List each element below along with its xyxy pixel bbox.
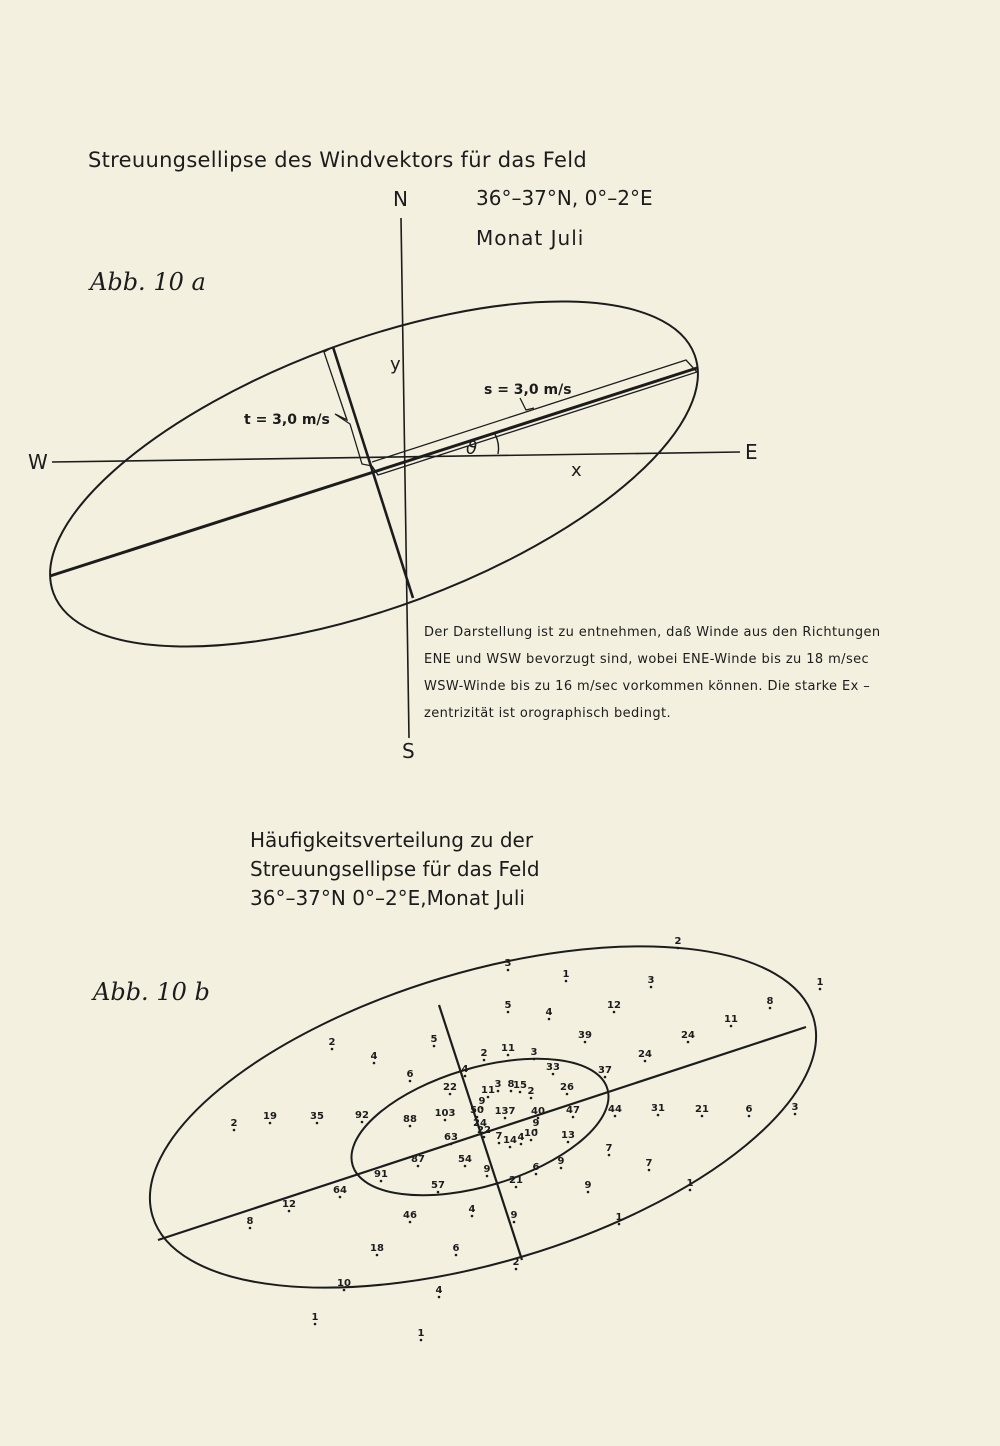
count-dot: [444, 1119, 447, 1122]
caption-line: Der Darstellung ist zu entnehmen, daß Winde aus den Richtungen: [424, 625, 881, 640]
count-dot: [701, 1115, 704, 1118]
count-dot: [339, 1196, 342, 1199]
count-dot: [373, 1062, 376, 1065]
frequency-count: 26: [560, 1082, 574, 1093]
frequency-count: 2: [527, 1086, 535, 1097]
y-axis-label: y: [390, 354, 401, 375]
frequency-count: 11: [481, 1085, 495, 1096]
count-dot: [677, 947, 680, 950]
frequency-count: 2: [480, 1048, 488, 1059]
count-dot: [769, 1007, 772, 1010]
frequency-count: 18: [370, 1243, 384, 1254]
frequency-count: 5: [430, 1034, 438, 1045]
frequency-count: 5: [504, 1000, 512, 1011]
count-dot: [487, 1096, 490, 1099]
frequency-count: 9: [478, 1096, 486, 1107]
count-dot: [507, 969, 510, 972]
frequency-count: 19: [263, 1111, 277, 1122]
frequency-count: 91: [374, 1169, 388, 1180]
count-dot: [618, 1223, 621, 1226]
count-dot: [417, 1165, 420, 1168]
count-dot: [450, 1143, 453, 1146]
count-dot: [657, 1114, 660, 1117]
count-dot: [650, 986, 653, 989]
frequency-count: 7: [495, 1131, 503, 1142]
figure-b-title-line: Häufigkeitsverteilung zu der: [250, 828, 534, 852]
theta-label: ϑ: [466, 438, 478, 459]
frequency-count: 37: [598, 1065, 612, 1076]
caption-line: zentrizität ist orographisch bedingt.: [424, 706, 672, 721]
frequency-count: 88: [403, 1114, 417, 1125]
south-label: S: [402, 739, 415, 763]
frequency-count: 44: [608, 1104, 622, 1115]
count-dot: [507, 1011, 510, 1014]
frequency-count: 1: [562, 969, 570, 980]
frequency-count: 9: [584, 1180, 592, 1191]
count-dot: [644, 1060, 647, 1063]
count-dot: [513, 1221, 516, 1224]
count-dot: [269, 1122, 272, 1125]
frequency-count: 54: [458, 1154, 472, 1165]
frequency-count: 9: [557, 1156, 565, 1167]
frequency-count: 8: [507, 1079, 515, 1090]
frequency-counts: [231, 936, 824, 1341]
count-dot: [409, 1125, 412, 1128]
frequency-count: 1: [417, 1328, 425, 1339]
frequency-count: 15: [513, 1080, 527, 1091]
count-dot: [497, 1090, 500, 1093]
count-dot: [316, 1122, 319, 1125]
count-dot: [288, 1210, 291, 1213]
t-label: t = 3,0 m/s: [244, 412, 330, 428]
frequency-count: 12: [282, 1199, 296, 1210]
count-dot: [520, 1143, 523, 1146]
count-dot: [565, 980, 568, 983]
frequency-count: 57: [431, 1180, 445, 1191]
count-dot: [376, 1254, 379, 1257]
frequency-count: 4: [517, 1132, 525, 1143]
frequency-count: 103: [434, 1108, 456, 1119]
frequency-count: 47: [566, 1105, 580, 1116]
count-dot: [748, 1115, 751, 1118]
count-dot: [361, 1121, 364, 1124]
count-dot: [530, 1139, 533, 1142]
east-label: E: [745, 440, 758, 464]
frequency-count: 4: [435, 1285, 443, 1296]
frequency-count: 22: [443, 1082, 457, 1093]
frequency-count: 14: [503, 1135, 517, 1146]
count-dot: [515, 1186, 518, 1189]
count-dot: [689, 1189, 692, 1192]
count-dot: [449, 1093, 452, 1096]
frequency-count: 9: [510, 1210, 518, 1221]
count-dot: [486, 1175, 489, 1178]
frequency-count: 64: [333, 1185, 347, 1196]
frequency-count: 40: [531, 1106, 545, 1117]
frequency-count: 1: [311, 1312, 319, 1323]
frequency-count: 2: [230, 1118, 238, 1129]
count-dot: [471, 1215, 474, 1218]
frequency-count: 33: [546, 1062, 560, 1073]
frequency-count: 10: [524, 1128, 538, 1139]
frequency-count: 50: [470, 1105, 484, 1116]
frequency-count: 4: [461, 1064, 469, 1075]
count-dot: [343, 1289, 346, 1292]
count-dot: [464, 1165, 467, 1168]
outer-ellipse: [111, 879, 855, 1355]
count-dot: [730, 1025, 733, 1028]
count-dot: [519, 1091, 522, 1094]
frequency-count: 3: [647, 975, 655, 986]
frequency-count: 11: [501, 1043, 515, 1054]
frequency-count: 21: [509, 1175, 523, 1186]
count-dot: [438, 1296, 441, 1299]
frequency-count: 3: [494, 1079, 502, 1090]
count-dot: [515, 1268, 518, 1271]
frequency-count: 3: [791, 1102, 799, 1113]
count-dot: [687, 1041, 690, 1044]
west-label: W: [28, 450, 48, 474]
count-dot: [535, 1173, 538, 1176]
x-axis-label: x: [571, 460, 582, 481]
count-dot: [433, 1045, 436, 1048]
count-dot: [548, 1018, 551, 1021]
frequency-count: 39: [578, 1030, 592, 1041]
count-dot: [437, 1191, 440, 1194]
count-dot: [572, 1116, 575, 1119]
count-dot: [530, 1097, 533, 1100]
frequency-count: 2: [674, 936, 682, 947]
count-dot: [233, 1129, 236, 1132]
count-dot: [483, 1136, 486, 1139]
figure-a-coordinates: 36°–37°N, 0°–2°E: [476, 186, 653, 210]
frequency-count: 3: [504, 958, 512, 969]
frequency-count: 6: [406, 1069, 414, 1080]
frequency-count: 22: [477, 1125, 491, 1136]
count-dot: [552, 1073, 555, 1076]
frequency-count: 31: [651, 1103, 665, 1114]
frequency-count: 11: [724, 1014, 738, 1025]
frequency-count: 2: [512, 1257, 520, 1268]
count-dot: [380, 1180, 383, 1183]
count-dot: [510, 1090, 513, 1093]
frequency-count: 3: [530, 1047, 538, 1058]
count-dot: [409, 1080, 412, 1083]
frequency-count: 13: [561, 1130, 575, 1141]
frequency-count: 4: [468, 1204, 476, 1215]
count-dot: [566, 1093, 569, 1096]
count-dot: [608, 1154, 611, 1157]
frequency-count: 24: [681, 1030, 695, 1041]
figure-b-title-line: 36°–37°N 0°–2°E,Monat Juli: [250, 886, 525, 910]
count-dot: [409, 1221, 412, 1224]
frequency-count: 9: [483, 1164, 491, 1175]
count-dot: [587, 1191, 590, 1194]
count-dot: [819, 988, 822, 991]
count-dot: [648, 1169, 651, 1172]
frequency-count: 9: [532, 1118, 540, 1129]
frequency-count: 46: [403, 1210, 417, 1221]
count-dot: [509, 1146, 512, 1149]
frequency-count: 63: [444, 1132, 458, 1143]
frequency-count: 137: [494, 1106, 516, 1117]
count-dot: [794, 1113, 797, 1116]
frequency-count: 6: [532, 1162, 540, 1173]
count-dot: [464, 1075, 467, 1078]
figure-b-title-line: Streuungsellipse für das Feld: [250, 857, 540, 881]
count-dot: [314, 1323, 317, 1326]
count-dot: [614, 1115, 617, 1118]
frequency-count: 21: [695, 1104, 709, 1115]
frequency-count: 7: [645, 1158, 653, 1169]
frequency-count: 35: [310, 1111, 324, 1122]
north-label: N: [393, 187, 408, 211]
count-dot: [331, 1048, 334, 1051]
count-dot: [567, 1141, 570, 1144]
frequency-count: 12: [607, 1000, 621, 1011]
figure-b-label: Abb. 10 b: [93, 978, 210, 1006]
figure-a-month: Monat Juli: [476, 226, 585, 250]
count-dot: [584, 1041, 587, 1044]
count-dot: [560, 1167, 563, 1170]
frequency-count: 2: [328, 1037, 336, 1048]
frequency-count: 7: [605, 1143, 613, 1154]
frequency-count: 24: [473, 1118, 487, 1129]
frequency-count: 92: [355, 1110, 369, 1121]
count-dot: [604, 1076, 607, 1079]
caption-line: ENE und WSW bevorzugt sind, wobei ENE-Winde bis zu 18 m/sec: [424, 652, 870, 667]
frequency-count: 6: [452, 1243, 460, 1254]
count-dot: [613, 1011, 616, 1014]
frequency-count: 1: [816, 977, 824, 988]
count-dot: [420, 1339, 423, 1342]
count-dot: [533, 1058, 536, 1061]
frequency-count: 1: [615, 1212, 623, 1223]
frequency-count: 4: [545, 1007, 553, 1018]
frequency-count: 10: [337, 1278, 351, 1289]
figure-a-title: Streuungsellipse des Windvektors für das Feld: [88, 148, 587, 172]
frequency-count: 8: [766, 996, 774, 1007]
count-dot: [504, 1117, 507, 1120]
frequency-count: 6: [745, 1104, 753, 1115]
count-dot: [249, 1227, 252, 1230]
frequency-count: 24: [638, 1049, 652, 1060]
frequency-count: 8: [246, 1216, 254, 1227]
figure-a-label: Abb. 10 a: [90, 268, 206, 296]
caption-line: WSW-Winde bis zu 16 m/sec vorkommen können. Die starke Ex –: [424, 679, 871, 694]
frequency-count: 1: [686, 1178, 694, 1189]
s-label: s = 3,0 m/s: [484, 382, 572, 398]
frequency-count: 4: [370, 1051, 378, 1062]
count-dot: [498, 1142, 501, 1145]
count-dot: [507, 1054, 510, 1057]
frequency-count: 87: [411, 1154, 425, 1165]
count-dot: [455, 1254, 458, 1257]
count-dot: [483, 1059, 486, 1062]
